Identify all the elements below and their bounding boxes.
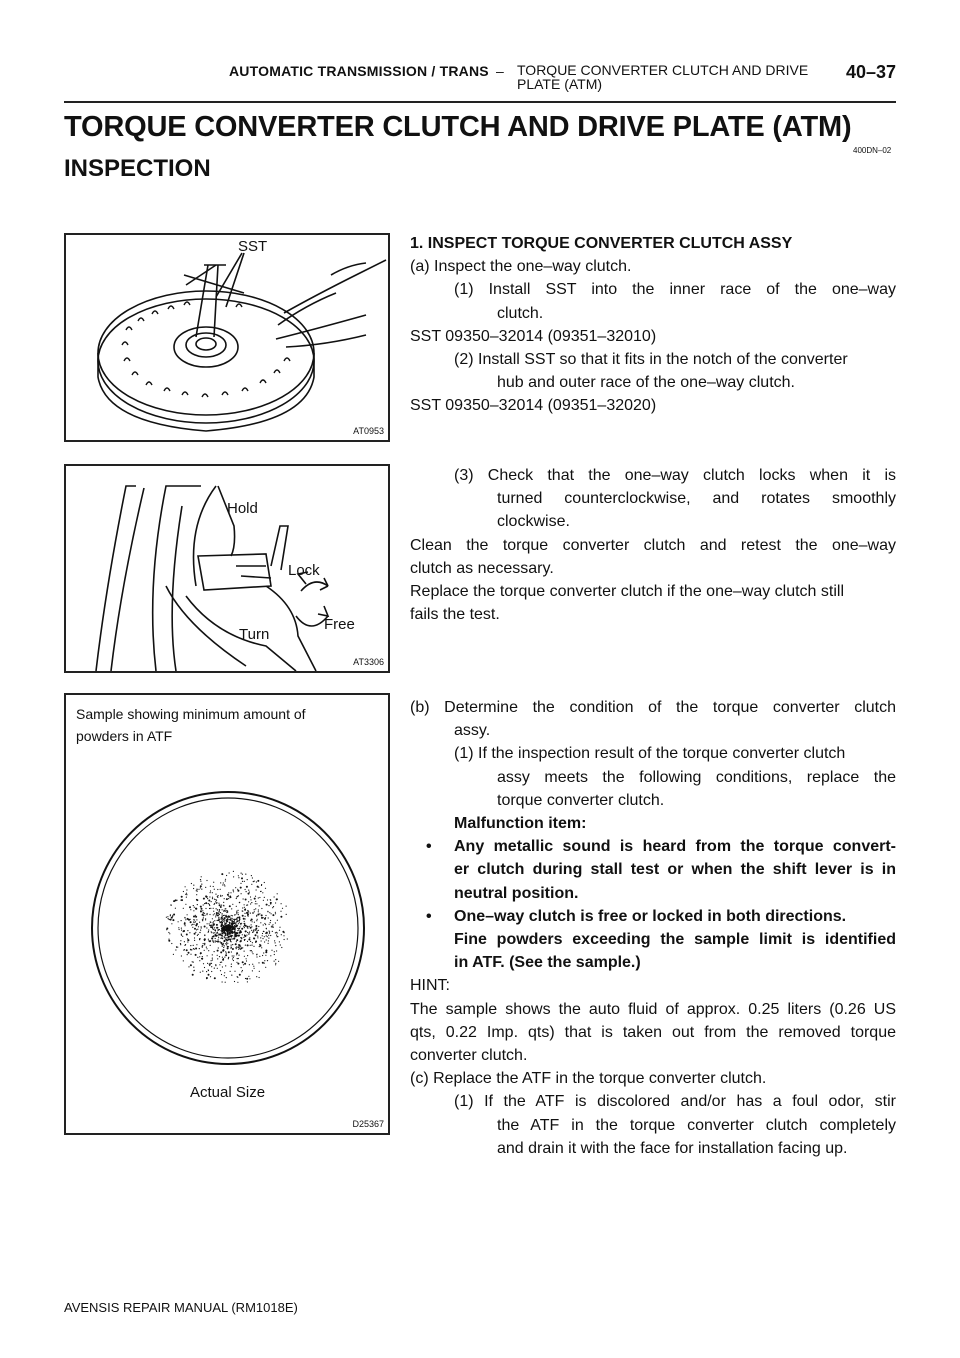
label-lock: Lock	[288, 562, 320, 579]
step-a2-line2: hub and outer race of the one–way clutch.	[497, 374, 795, 391]
header-topic-line1: TORQUE CONVERTER CLUTCH AND DRIVE	[517, 62, 809, 78]
hint-label: HINT:	[410, 977, 450, 994]
one-way-clutch-illustration	[66, 466, 388, 671]
figure-sst-install	[64, 233, 390, 442]
replace-line1: Replace the torque converter clutch if the one–way clutch still	[410, 583, 845, 600]
figure-code: AT3306	[353, 657, 384, 667]
hint-line3: converter clutch.	[410, 1047, 528, 1064]
header-dash: –	[496, 63, 504, 79]
step-a1-line2: clutch.	[497, 305, 544, 322]
bullet-1: •	[426, 838, 432, 855]
label-free: Free	[324, 616, 355, 633]
step-c: (c) Replace the ATF in the torque converter clutch.	[410, 1070, 767, 1087]
step-a3-line3: clockwise.	[497, 513, 570, 530]
bullet-1-line3: neutral position.	[454, 885, 579, 902]
replace-line2: fails the test.	[410, 606, 500, 623]
header-section: AUTOMATIC TRANSMISSION / TRANS	[229, 63, 489, 79]
inspection-text	[410, 232, 896, 1182]
section-subtitle: INSPECTION	[64, 155, 211, 182]
bullet-2-line1: One–way clutch is free or locked in both directions.	[454, 908, 847, 925]
step-b-line1: (b) Determine the condition of the torque converter clutch	[410, 699, 896, 716]
header-topic-line2: PLATE (ATM)	[517, 76, 603, 92]
bullet-2-line2: Fine powders exceeding the sample limit is identified	[454, 931, 896, 948]
bullet-2: •	[426, 908, 432, 925]
footer: AVENSIS REPAIR MANUAL (RM1018E)	[64, 1300, 298, 1315]
figure-code: D25367	[352, 1119, 384, 1129]
sample-caption	[76, 703, 306, 747]
step-c1-line1: (1) If the ATF is discolored and/or has a foul odor, stir	[454, 1093, 896, 1110]
step-b1-line2: assy meets the following conditions, replace the	[497, 769, 896, 786]
atf-sample-illustration	[66, 695, 388, 1133]
sample-caption-line2: powders in ATF	[76, 728, 173, 744]
page-number: 40–37	[846, 62, 897, 82]
step-a2-line1: (2) Install SST so that it fits in the notch of the converter	[454, 351, 848, 368]
step-b-line2: assy.	[454, 722, 491, 739]
header-topic	[517, 63, 808, 91]
hint-line2: qts, 0.22 Imp. qts) that is taken out from the removed torque	[410, 1024, 896, 1041]
label-actual-size: Actual Size	[190, 1084, 266, 1101]
step-c1-line2: the ATF in the torque converter clutch completely	[497, 1117, 896, 1134]
bullet-2-line3: in ATF. (See the sample.)	[454, 954, 641, 971]
label-hold: Hold	[227, 500, 258, 517]
step-a2-sst: SST 09350–32014 (09351–32020)	[410, 397, 657, 414]
step-a1-sst: SST 09350–32014 (09351–32010)	[410, 328, 657, 345]
step-1: 1. INSPECT TORQUE CONVERTER CLUTCH ASSY	[410, 235, 793, 252]
header-rule	[64, 101, 896, 103]
label-turn: Turn	[239, 626, 270, 643]
step-a3-line2: turned counterclockwise, and rotates smoothly	[497, 490, 896, 507]
step-a1-line1: (1) Install SST into the inner race of the one–way	[454, 281, 896, 298]
figure-code: AT0953	[353, 426, 384, 436]
clean-line2: clutch as necessary.	[410, 560, 554, 577]
clean-line1: Clean the torque converter clutch and retest the one–way	[410, 537, 896, 554]
bullet-1-line2: er clutch during stall test or when the shift lever is in	[454, 861, 896, 878]
sample-caption-line1: Sample showing minimum amount of	[76, 706, 306, 722]
malfunction-heading: Malfunction item:	[454, 815, 587, 832]
step-a3-line1: (3) Check that the one–way clutch locks when it is	[454, 467, 896, 484]
bullet-1-line1: Any metallic sound is heard from the torque convert-	[454, 838, 896, 855]
torque-converter-illustration	[66, 235, 388, 440]
page-title: TORQUE CONVERTER CLUTCH AND DRIVE PLATE (ATM)	[64, 111, 852, 143]
step-a: (a) Inspect the one–way clutch.	[410, 258, 632, 275]
figure-one-way-clutch-check	[64, 464, 390, 673]
label-sst: SST	[238, 238, 268, 255]
figure-atf-sample	[64, 693, 390, 1135]
hint-line1: The sample shows the auto fluid of approx. 0.25 liters (0.26 US	[410, 1001, 896, 1018]
step-c1-line3: and drain it with the face for installation facing up.	[497, 1140, 848, 1157]
step-b1-line3: torque converter clutch.	[497, 792, 665, 809]
document-code: 400DN–02	[853, 146, 892, 155]
step-b1-line1: (1) If the inspection result of the torque converter clutch	[454, 745, 846, 762]
